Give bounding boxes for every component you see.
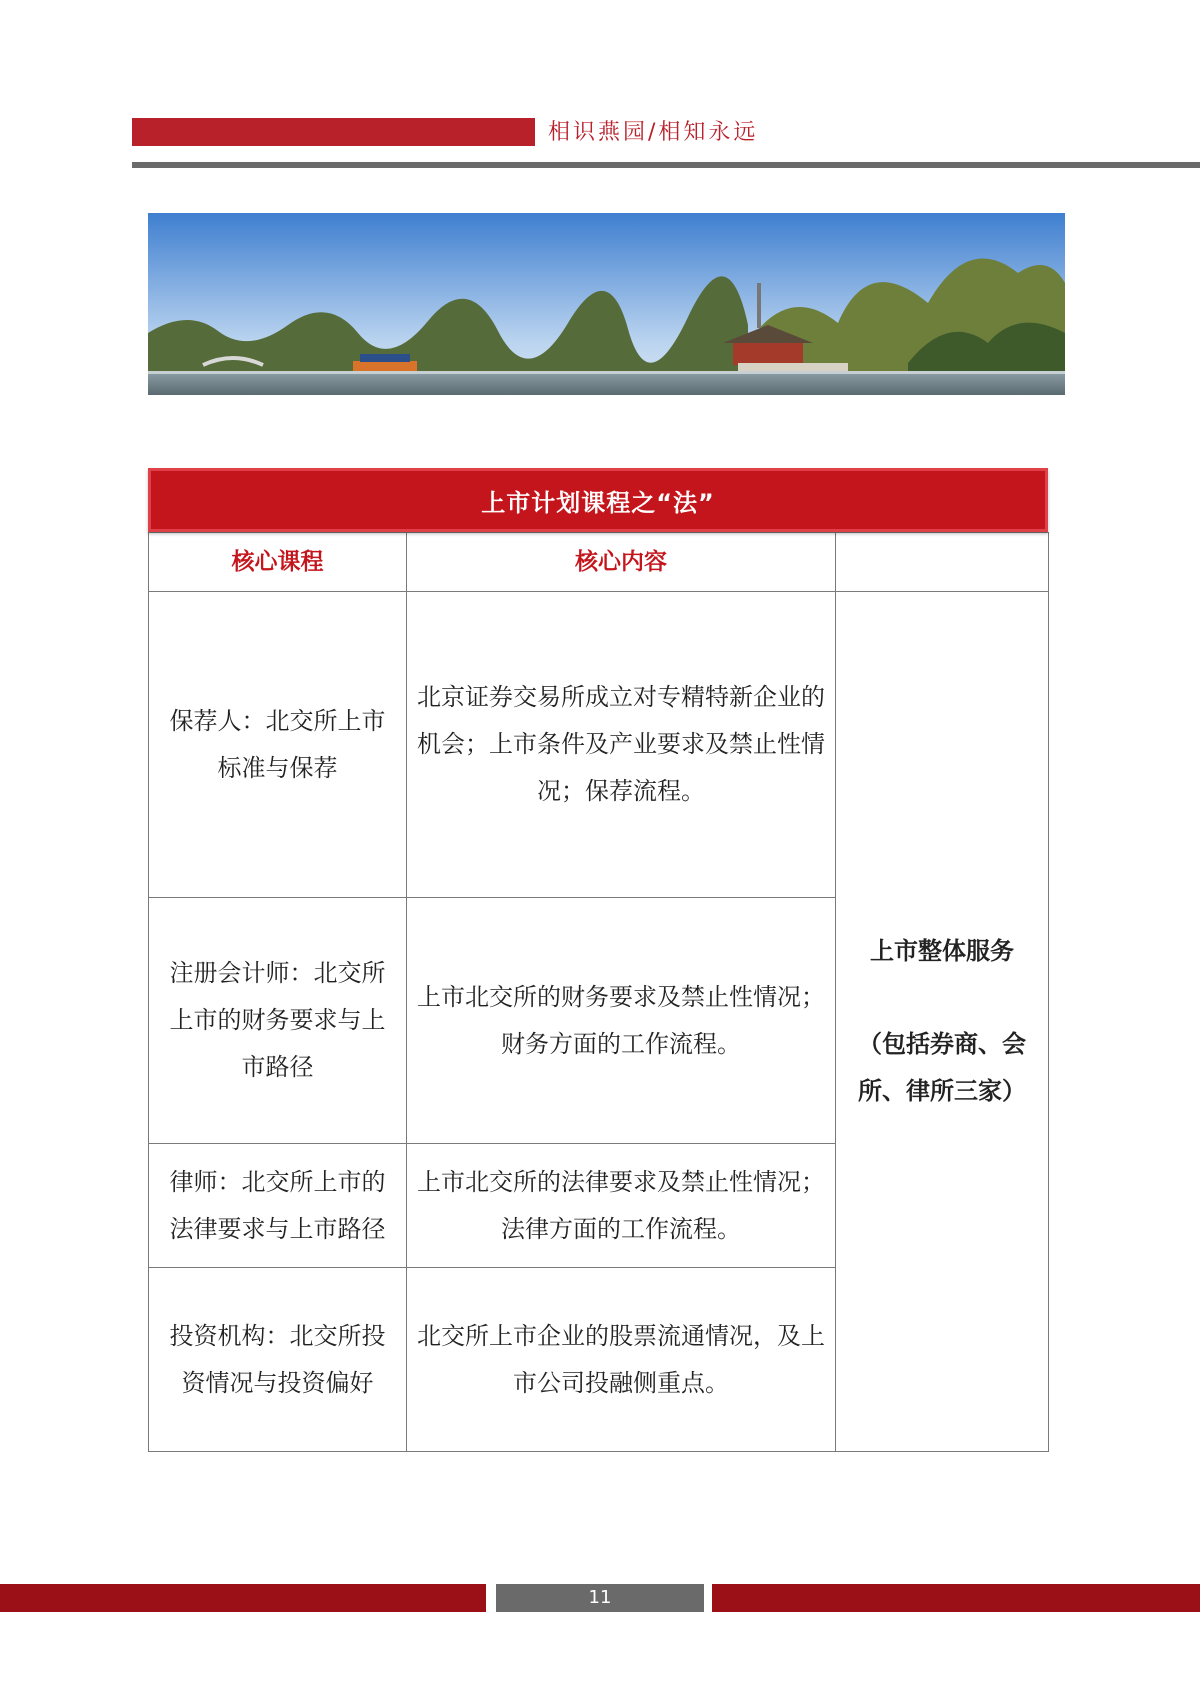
content-cell: 北交所上市企业的股票流通情况，及上市公司投融侧重点。 (407, 1268, 836, 1452)
overall-service-note: （包括券商、会所、律所三家） (858, 1030, 1026, 1105)
content-cell: 上市北交所的财务要求及禁止性情况；财务方面的工作流程。 (407, 898, 836, 1144)
overall-service-cell (836, 592, 1049, 1452)
course-cell: 投资机构：北交所投资情况与投资偏好 (149, 1268, 407, 1452)
overall-service-title: 上市整体服务 (870, 937, 1014, 965)
col-header-service (836, 533, 1049, 592)
course-grid (148, 532, 1049, 1452)
course-table (148, 468, 1048, 1452)
table-title-bar (148, 468, 1048, 532)
header-slogan: 相识燕园/相知永远 (548, 120, 759, 145)
table-title: 上市计划课程之“法” (481, 488, 715, 517)
content-cell: 上市北交所的法律要求及禁止性情况；法律方面的工作流程。 (407, 1144, 836, 1268)
course-cell: 保荐人：北交所上市标准与保荐 (149, 592, 407, 898)
table-header-row (149, 533, 1049, 592)
table-row (149, 592, 1049, 898)
course-cell: 律师：北交所上市的法律要求与上市路径 (149, 1144, 407, 1268)
footer-right-bar (712, 1584, 1200, 1612)
banner-photo (148, 213, 1065, 395)
content-cell: 北京证券交易所成立对专精特新企业的机会；上市条件及产业要求及禁止性情况；保荐流程。 (407, 592, 836, 898)
header-red-bar (132, 118, 535, 146)
lake-scenery-illustration (148, 213, 1065, 395)
header-divider (132, 162, 1200, 168)
course-cell: 注册会计师：北交所上市的财务要求与上市路径 (149, 898, 407, 1144)
col-header-course: 核心课程 (149, 533, 407, 592)
footer-left-bar (0, 1584, 486, 1612)
page-number: 11 (496, 1584, 704, 1612)
col-header-content: 核心内容 (407, 533, 836, 592)
